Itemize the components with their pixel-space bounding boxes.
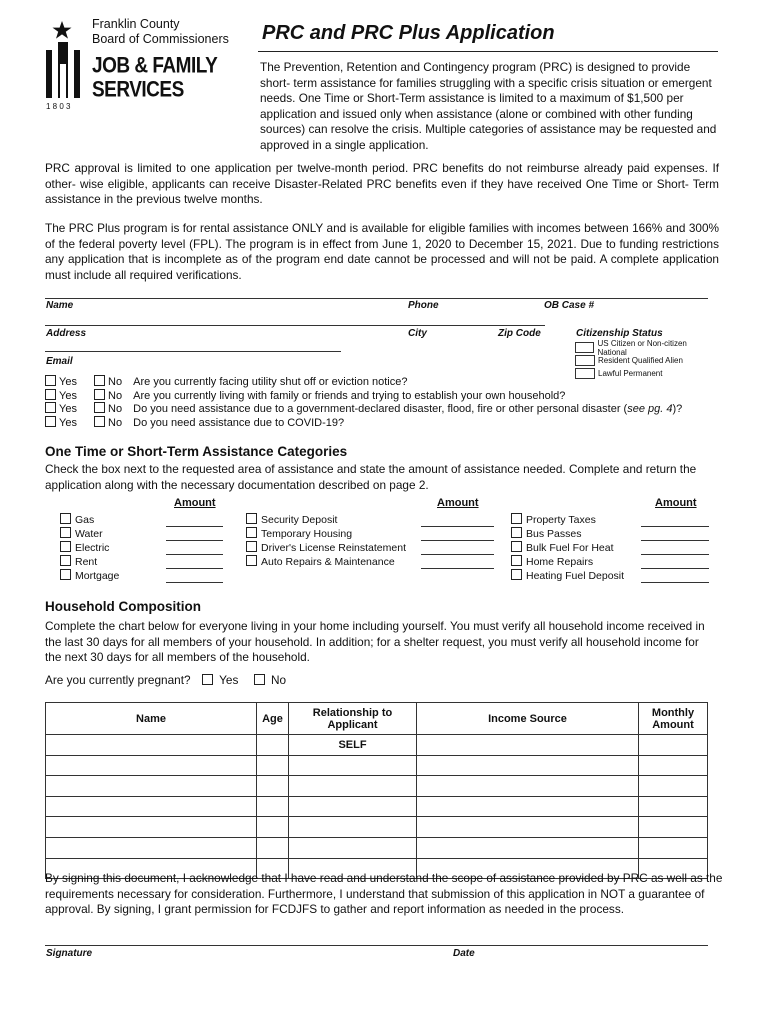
amount-field[interactable] bbox=[166, 540, 223, 541]
table-cell[interactable] bbox=[639, 837, 708, 858]
table-cell[interactable] bbox=[417, 817, 639, 838]
question-row bbox=[45, 375, 682, 389]
category-label: Auto Repairs & Maintenance bbox=[261, 556, 395, 568]
table-cell[interactable] bbox=[289, 776, 417, 797]
yes-label: Yes bbox=[59, 389, 77, 402]
amount-field[interactable] bbox=[166, 582, 223, 583]
checkbox[interactable] bbox=[511, 527, 522, 538]
category-temporary-housing[interactable] bbox=[246, 527, 406, 541]
amount-field[interactable] bbox=[421, 568, 494, 569]
no-checkbox[interactable] bbox=[94, 416, 105, 427]
category-label: Security Deposit bbox=[261, 514, 338, 526]
yes-label: Yes bbox=[219, 673, 239, 687]
table-cell[interactable] bbox=[46, 776, 257, 797]
table-header-row bbox=[46, 703, 708, 735]
question-text: Are you currently facing utility shut off or eviction notice? bbox=[133, 376, 408, 388]
table-cell[interactable] bbox=[257, 817, 289, 838]
citizenship-option[interactable] bbox=[575, 338, 715, 357]
table-row bbox=[46, 776, 708, 797]
ob-case-label: OB Case # bbox=[544, 300, 595, 311]
category-bulk-fuel[interactable] bbox=[511, 541, 624, 555]
name-line bbox=[45, 298, 708, 299]
amount-header-2: Amount bbox=[437, 497, 479, 509]
category-label: Gas bbox=[75, 514, 95, 526]
table-cell[interactable] bbox=[417, 735, 639, 756]
question-text: Do you need assistance due to COVID-19? bbox=[133, 416, 345, 429]
amount-header-3: Amount bbox=[655, 497, 697, 509]
citizenship-option-label: Lawful Permanent bbox=[598, 369, 663, 378]
address-label: Address bbox=[46, 328, 87, 339]
checkbox[interactable] bbox=[511, 541, 522, 552]
category-column-1 bbox=[60, 513, 119, 583]
address-line bbox=[45, 325, 545, 326]
category-electric[interactable] bbox=[60, 541, 119, 555]
table-cell[interactable] bbox=[417, 837, 639, 858]
yes-checkbox[interactable] bbox=[45, 416, 56, 427]
table-row bbox=[46, 837, 708, 858]
table-cell[interactable] bbox=[289, 755, 417, 776]
category-label: Home Repairs bbox=[526, 556, 594, 568]
yes-label: Yes bbox=[59, 403, 77, 415]
no-label: No bbox=[108, 376, 123, 388]
table-cell[interactable] bbox=[46, 796, 257, 817]
household-instructions: Complete the chart below for everyone living in your home including yourself. You must verify all household income received in the last 30 days for all members of your household. In addition; for a shelter request, you must verify all household income for the next 30 days for all members of the household. bbox=[45, 619, 705, 664]
yes-checkbox[interactable] bbox=[45, 389, 56, 400]
brand-line1: JOB & FAMILY bbox=[92, 54, 218, 79]
table-cell[interactable] bbox=[257, 837, 289, 858]
table-row bbox=[46, 796, 708, 817]
citizenship-label: Citizenship Status bbox=[576, 328, 663, 339]
table-row bbox=[46, 755, 708, 776]
table-cell[interactable] bbox=[417, 776, 639, 797]
category-bus-passes[interactable] bbox=[511, 527, 624, 541]
categories-instructions: Check the box next to the requested area of assistance and state the amount of assistance needed. Complete and return the application along with the necessary documentation described on page 2. bbox=[45, 462, 697, 492]
amount-field[interactable] bbox=[166, 526, 223, 527]
checkbox[interactable] bbox=[246, 541, 257, 552]
table-cell[interactable] bbox=[46, 755, 257, 776]
signature-line[interactable] bbox=[45, 945, 708, 946]
table-cell[interactable] bbox=[46, 837, 257, 858]
brand-line2: SERVICES bbox=[92, 78, 184, 103]
category-label: Heating Fuel Deposit bbox=[526, 570, 625, 582]
intro-paragraph: The Prevention, Retention and Contingency program (PRC) is designed to provide short- term assistance for families struggling with a specific crisis situation or emergent needs. One Time or Short-Term assistance is limited to a maximum of $1,500 per application and issued only when assistance (alone or combined with other funding sources) can resolve the crisis. Multiple categories of assistance may be requested and approved in a single application. bbox=[260, 60, 717, 152]
category-column-3 bbox=[511, 513, 624, 583]
title-rule bbox=[258, 51, 718, 52]
category-home-repairs[interactable] bbox=[511, 555, 624, 569]
table-cell[interactable] bbox=[289, 817, 417, 838]
acknowledgement-paragraph: By signing this document, I acknowledge that I have read and understand the scope of assistance provided by PRC as well as the requirements necessary for consideration. Furthermore, I understand that submission of this application in NOT a guarantee of approval. By signing, I grant permission for FCDJFS to gather and report information as needed in the process. bbox=[45, 871, 723, 916]
category-label: Bus Passes bbox=[526, 528, 582, 540]
table-cell[interactable] bbox=[46, 817, 257, 838]
table-cell[interactable] bbox=[289, 796, 417, 817]
prc-approval-paragraph: PRC approval is limited to one application per twelve-month period. PRC benefits do not reimburse already paid expenses. If other- wise eligible, applicants can receive Disaster-Related PRC benefits even if they have received One Time or Short- Term assistance in the previous twelve months. bbox=[45, 161, 719, 206]
table-row bbox=[46, 817, 708, 838]
checkbox[interactable] bbox=[60, 555, 71, 566]
amount-field[interactable] bbox=[641, 568, 709, 569]
category-column-2 bbox=[246, 513, 406, 569]
column-header-name: Name bbox=[46, 703, 257, 735]
tower-icon bbox=[44, 42, 82, 98]
category-label: Bulk Fuel For Heat bbox=[526, 542, 614, 554]
screening-questions bbox=[45, 375, 682, 429]
table-cell[interactable] bbox=[417, 796, 639, 817]
category-gas[interactable] bbox=[60, 513, 119, 527]
pregnant-question-row bbox=[45, 673, 286, 687]
yes-label: Yes bbox=[59, 376, 77, 388]
question-text: Are you currently living with family or friends and trying to establish your own household? bbox=[133, 389, 566, 402]
no-label: No bbox=[270, 673, 287, 687]
amount-field[interactable] bbox=[421, 554, 494, 555]
category-label: Water bbox=[75, 528, 103, 540]
category-security-deposit[interactable] bbox=[246, 513, 406, 527]
no-checkbox[interactable] bbox=[94, 402, 105, 413]
no-checkbox[interactable] bbox=[94, 389, 105, 400]
checkbox[interactable] bbox=[60, 569, 71, 580]
category-label: Mortgage bbox=[75, 570, 120, 582]
question-row bbox=[45, 416, 682, 430]
no-checkbox[interactable] bbox=[94, 375, 105, 386]
table-cell[interactable] bbox=[46, 735, 257, 756]
pregnant-question: Are you currently pregnant? bbox=[45, 673, 191, 687]
logo bbox=[42, 17, 242, 111]
city-label: City bbox=[408, 328, 427, 339]
date-label: Date bbox=[453, 948, 475, 959]
category-label: Property Taxes bbox=[526, 514, 596, 526]
amount-field[interactable] bbox=[641, 554, 709, 555]
pregnant-no-checkbox[interactable] bbox=[254, 674, 265, 685]
amount-field[interactable] bbox=[641, 582, 709, 583]
category-property-taxes[interactable] bbox=[511, 513, 624, 527]
checkbox[interactable] bbox=[511, 555, 522, 566]
checkbox[interactable] bbox=[60, 513, 71, 524]
question-end: )? bbox=[672, 403, 683, 415]
self-cell: SELF bbox=[289, 735, 417, 756]
category-label: Rent bbox=[75, 556, 98, 568]
org-line1: Franklin County bbox=[92, 17, 180, 31]
table-cell[interactable] bbox=[639, 735, 708, 756]
no-label: No bbox=[108, 416, 123, 429]
category-label: Temporary Housing bbox=[261, 528, 353, 540]
prc-plus-paragraph: The PRC Plus program is for rental assistance ONLY and is available for eligible families with incomes between 166% and 300% of the federal poverty level (FPL). The program is in effect from June 1, 2020 to December 15, 2021. Due to funding restrictions any application that is incomplete as of the program end date cannot be processed and will not be paid. A complete application must include all required verifications. bbox=[45, 221, 719, 282]
column-header-income-source: Income Source bbox=[417, 703, 639, 735]
citizenship-option-label: US Citizen or Non-citizen National bbox=[597, 338, 687, 357]
checkbox[interactable] bbox=[60, 527, 71, 538]
question-text: Do you need assistance due to a government-declared disaster, flood, fire or other personal disaster ( bbox=[133, 403, 628, 415]
checkbox[interactable] bbox=[246, 527, 257, 538]
yes-checkbox[interactable] bbox=[45, 375, 56, 386]
no-label: No bbox=[108, 389, 123, 402]
question-row bbox=[45, 389, 682, 403]
table-cell[interactable] bbox=[639, 796, 708, 817]
table-cell[interactable] bbox=[639, 755, 708, 776]
table-row bbox=[46, 735, 708, 756]
question-row bbox=[45, 402, 682, 416]
yes-label: Yes bbox=[59, 416, 77, 429]
pregnant-yes-checkbox[interactable] bbox=[202, 674, 213, 685]
column-header-monthly-amount: Monthly Amount bbox=[639, 703, 708, 735]
amount-field[interactable] bbox=[166, 568, 223, 569]
name-label: Name bbox=[46, 300, 74, 311]
table-cell[interactable] bbox=[289, 837, 417, 858]
table-cell[interactable] bbox=[257, 796, 289, 817]
amount-field[interactable] bbox=[641, 526, 709, 527]
category-mortgage[interactable] bbox=[60, 569, 119, 583]
category-rent[interactable] bbox=[60, 555, 119, 569]
household-table bbox=[45, 702, 708, 879]
signature-label: Signature bbox=[46, 948, 93, 959]
no-label: No bbox=[108, 403, 123, 415]
citizenship-option-label: Resident Qualified Alien bbox=[598, 356, 683, 365]
amount-field[interactable] bbox=[166, 554, 223, 555]
email-line bbox=[45, 351, 341, 352]
table-cell[interactable] bbox=[257, 735, 289, 756]
category-label: Electric bbox=[75, 542, 110, 554]
amount-field[interactable] bbox=[421, 540, 494, 541]
org-line2: Board of Commissioners bbox=[92, 32, 229, 46]
yes-checkbox[interactable] bbox=[45, 402, 56, 413]
checkbox[interactable] bbox=[246, 513, 257, 524]
column-header-age: Age bbox=[257, 703, 289, 735]
amount-field[interactable] bbox=[421, 526, 494, 527]
category-drivers-license[interactable] bbox=[246, 541, 406, 555]
checkbox[interactable] bbox=[511, 513, 522, 524]
zip-label: Zip Code bbox=[498, 328, 541, 339]
phone-label: Phone bbox=[408, 300, 439, 311]
checkbox[interactable] bbox=[575, 355, 595, 366]
table-cell[interactable] bbox=[257, 755, 289, 776]
checkbox[interactable] bbox=[511, 569, 522, 580]
category-water[interactable] bbox=[60, 527, 119, 541]
amount-field[interactable] bbox=[641, 540, 709, 541]
star-icon bbox=[52, 20, 72, 40]
category-auto-repairs[interactable] bbox=[246, 555, 406, 569]
email-label: Email bbox=[46, 356, 73, 367]
org-year: 1 8 0 3 bbox=[46, 102, 71, 111]
amount-header-1: Amount bbox=[174, 497, 216, 509]
categories-heading: One Time or Short-Term Assistance Categories bbox=[45, 444, 348, 459]
checkbox[interactable] bbox=[575, 342, 594, 353]
table-cell[interactable] bbox=[639, 817, 708, 838]
table-cell[interactable] bbox=[639, 776, 708, 797]
checkbox[interactable] bbox=[246, 555, 257, 566]
category-heating-fuel[interactable] bbox=[511, 569, 624, 583]
table-cell[interactable] bbox=[257, 776, 289, 797]
household-heading: Household Composition bbox=[45, 599, 201, 614]
question-see-page: see pg. 4 bbox=[627, 403, 673, 415]
table-cell[interactable] bbox=[417, 755, 639, 776]
column-header-relationship: Relationship to Applicant bbox=[289, 703, 417, 735]
page-title: PRC and PRC Plus Application bbox=[262, 22, 555, 44]
checkbox[interactable] bbox=[60, 541, 71, 552]
category-label: Driver's License Reinstatement bbox=[261, 542, 406, 554]
